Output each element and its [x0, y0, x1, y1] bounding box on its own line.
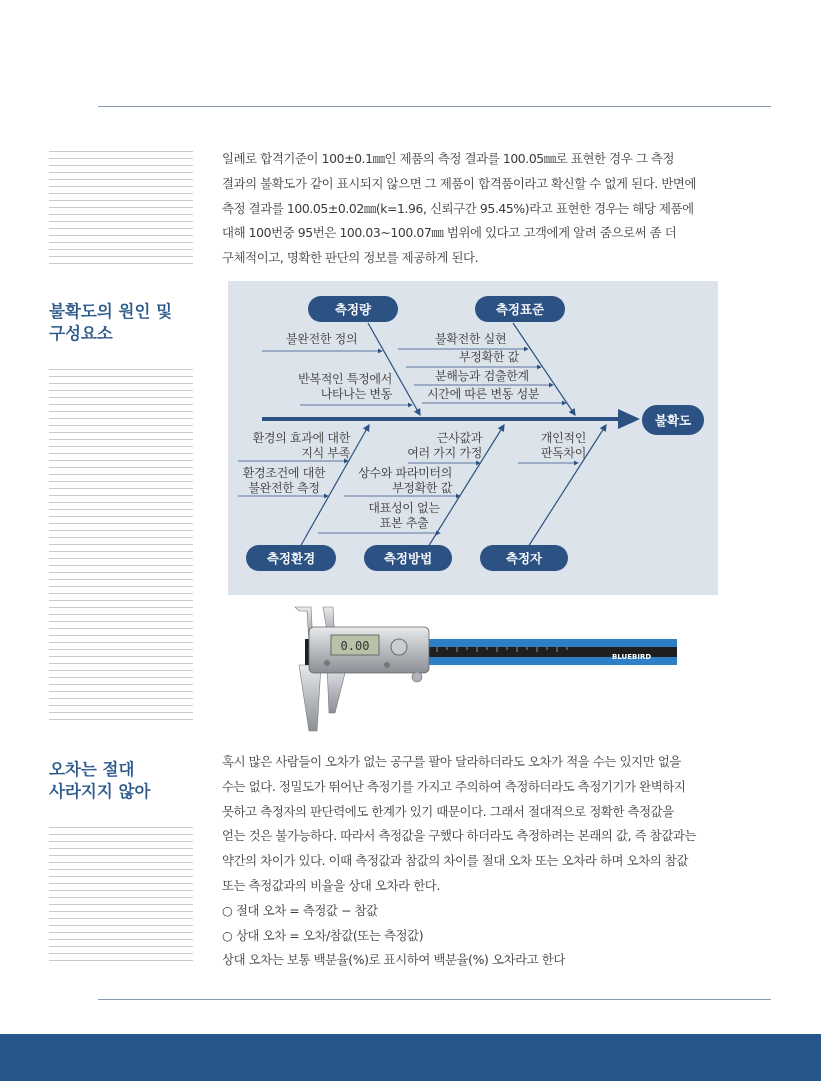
label-line: 환경의 효과에 대한	[252, 431, 350, 445]
formula-absolute-error: ○ 절대 오차 = 측정값 − 참값	[222, 902, 378, 918]
error-line: 수는 없다. 정밀도가 뛰어난 측정기를 가지고 주의하여 측정하더라도 측정기기가 완벽하지	[222, 778, 686, 794]
label-line: 지식 부족	[301, 446, 350, 460]
label-line: 대표성이 없는	[368, 501, 440, 515]
label-line: 표본 추출	[379, 516, 429, 530]
label-resolution: 분해능과 검출한계	[435, 369, 529, 383]
intro-line: 구체적이고, 명확한 판단의 정보를 제공하게 된다.	[222, 250, 479, 266]
label-environment-measurement	[234, 466, 334, 496]
label-inaccurate-value: 부정확한 값	[459, 350, 519, 364]
bottom-rule	[98, 999, 771, 1000]
label-incomplete-realization: 불확전한 실현	[435, 332, 507, 346]
section-title-line: 불확도의 원인 및	[49, 302, 173, 321]
label-line: 부정확한 값	[392, 481, 452, 495]
label-line: 판독차이	[540, 446, 586, 460]
fishbone-diagram	[228, 281, 718, 595]
label-approximation	[382, 431, 482, 461]
label-line: 나타나는 변동	[320, 387, 392, 401]
cause-environment: 측정환경	[246, 545, 336, 571]
label-repeated-variation	[280, 372, 392, 402]
section-title-line: 오차는 절대	[49, 760, 135, 779]
left-lines-decoration-3	[49, 827, 193, 965]
cause-measurement-standard: 측정표준	[475, 296, 565, 322]
label-environment-knowledge	[236, 431, 350, 461]
top-rule	[98, 106, 771, 107]
intro-line: 측정 결과를 100.05±0.02㎜(k=1.96, 신뢰구간 95.45%)라고 표현한 경우는 해당 제품에	[222, 200, 694, 216]
label-line: 근사값과	[436, 431, 482, 445]
error-paragraph	[222, 750, 722, 973]
cause-measurand: 측정량	[308, 296, 398, 322]
label-personal-reading	[518, 431, 586, 461]
label-incomplete-definition: 불완전한 정의	[286, 332, 358, 346]
error-line: 못하고 측정자의 판단력에도 한계가 있기 때문이다. 그래서 절대적으로 정확한 측정값을	[222, 803, 674, 819]
section-title-uncertainty	[49, 301, 172, 345]
label-line: 상수와 파라미터의	[358, 466, 452, 480]
intro-line: 대해 100번중 95번은 100.03~100.07㎜ 범위에 있다고 고객에게 알려 줌으로써 좀 더	[222, 225, 677, 241]
label-line: 불완전한 측정	[248, 481, 320, 495]
cause-method: 측정방법	[364, 545, 452, 571]
intro-line: 일례로 합격기준이 100±0.1㎜인 제품의 측정 결과를 100.05㎜로 표현한 경우 그 측정	[222, 151, 675, 166]
digital-caliper-image	[287, 603, 677, 733]
error-line: 또는 측정값과의 비율을 상대 오차라 한다.	[222, 877, 440, 893]
label-constants-parameters	[346, 466, 452, 496]
left-lines-decoration-2	[49, 369, 193, 721]
error-line: 혹시 많은 사람들이 오차가 없는 공구를 팔아 달라하더라도 오차가 적을 수는 있지만 없을	[222, 754, 681, 769]
error-line: 약간의 차이가 있다. 이때 측정값과 참값의 차이를 절대 오차 또는 오차라 하며 오차의 참값	[222, 853, 689, 869]
label-sampling	[354, 501, 454, 531]
label-line: 환경조건에 대한	[242, 466, 326, 480]
caliper-display-value: 0.00	[340, 639, 370, 653]
left-lines-decoration-1	[49, 151, 193, 264]
error-line: 상대 오차는 보통 백분율(%)로 표시하여 백분율(%) 오차라고 한다	[222, 952, 565, 968]
effect-uncertainty: 불확도	[642, 405, 704, 435]
intro-paragraph	[222, 147, 722, 271]
formula-relative-error: ○ 상대 오차 = 오차/참값(또는 측정값)	[222, 927, 424, 943]
label-line: 개인적인	[540, 431, 586, 445]
error-line: 얻는 것은 불가능하다. 따라서 측정값을 구했다 하더라도 측정하려는 본래의 값, 즉 참값과는	[222, 828, 697, 844]
section-title-line: 사라지지 않아	[49, 782, 151, 801]
label-time-variation: 시간에 따른 변동 성분	[427, 387, 540, 401]
footer-bar	[0, 1034, 821, 1081]
caliper-brand: BLUEBIRD	[612, 653, 652, 661]
label-line: 반복적인 특정에서	[298, 372, 392, 386]
cause-operator: 측정자	[480, 545, 568, 571]
section-title-line: 구성요소	[49, 324, 113, 343]
label-line: 여러 가지 가정	[407, 446, 482, 460]
intro-line: 결과의 불확도가 같이 표시되지 않으면 그 제품이 합격품이라고 확신할 수 없게 된다. 반면에	[222, 175, 697, 191]
section-title-error	[49, 759, 150, 803]
